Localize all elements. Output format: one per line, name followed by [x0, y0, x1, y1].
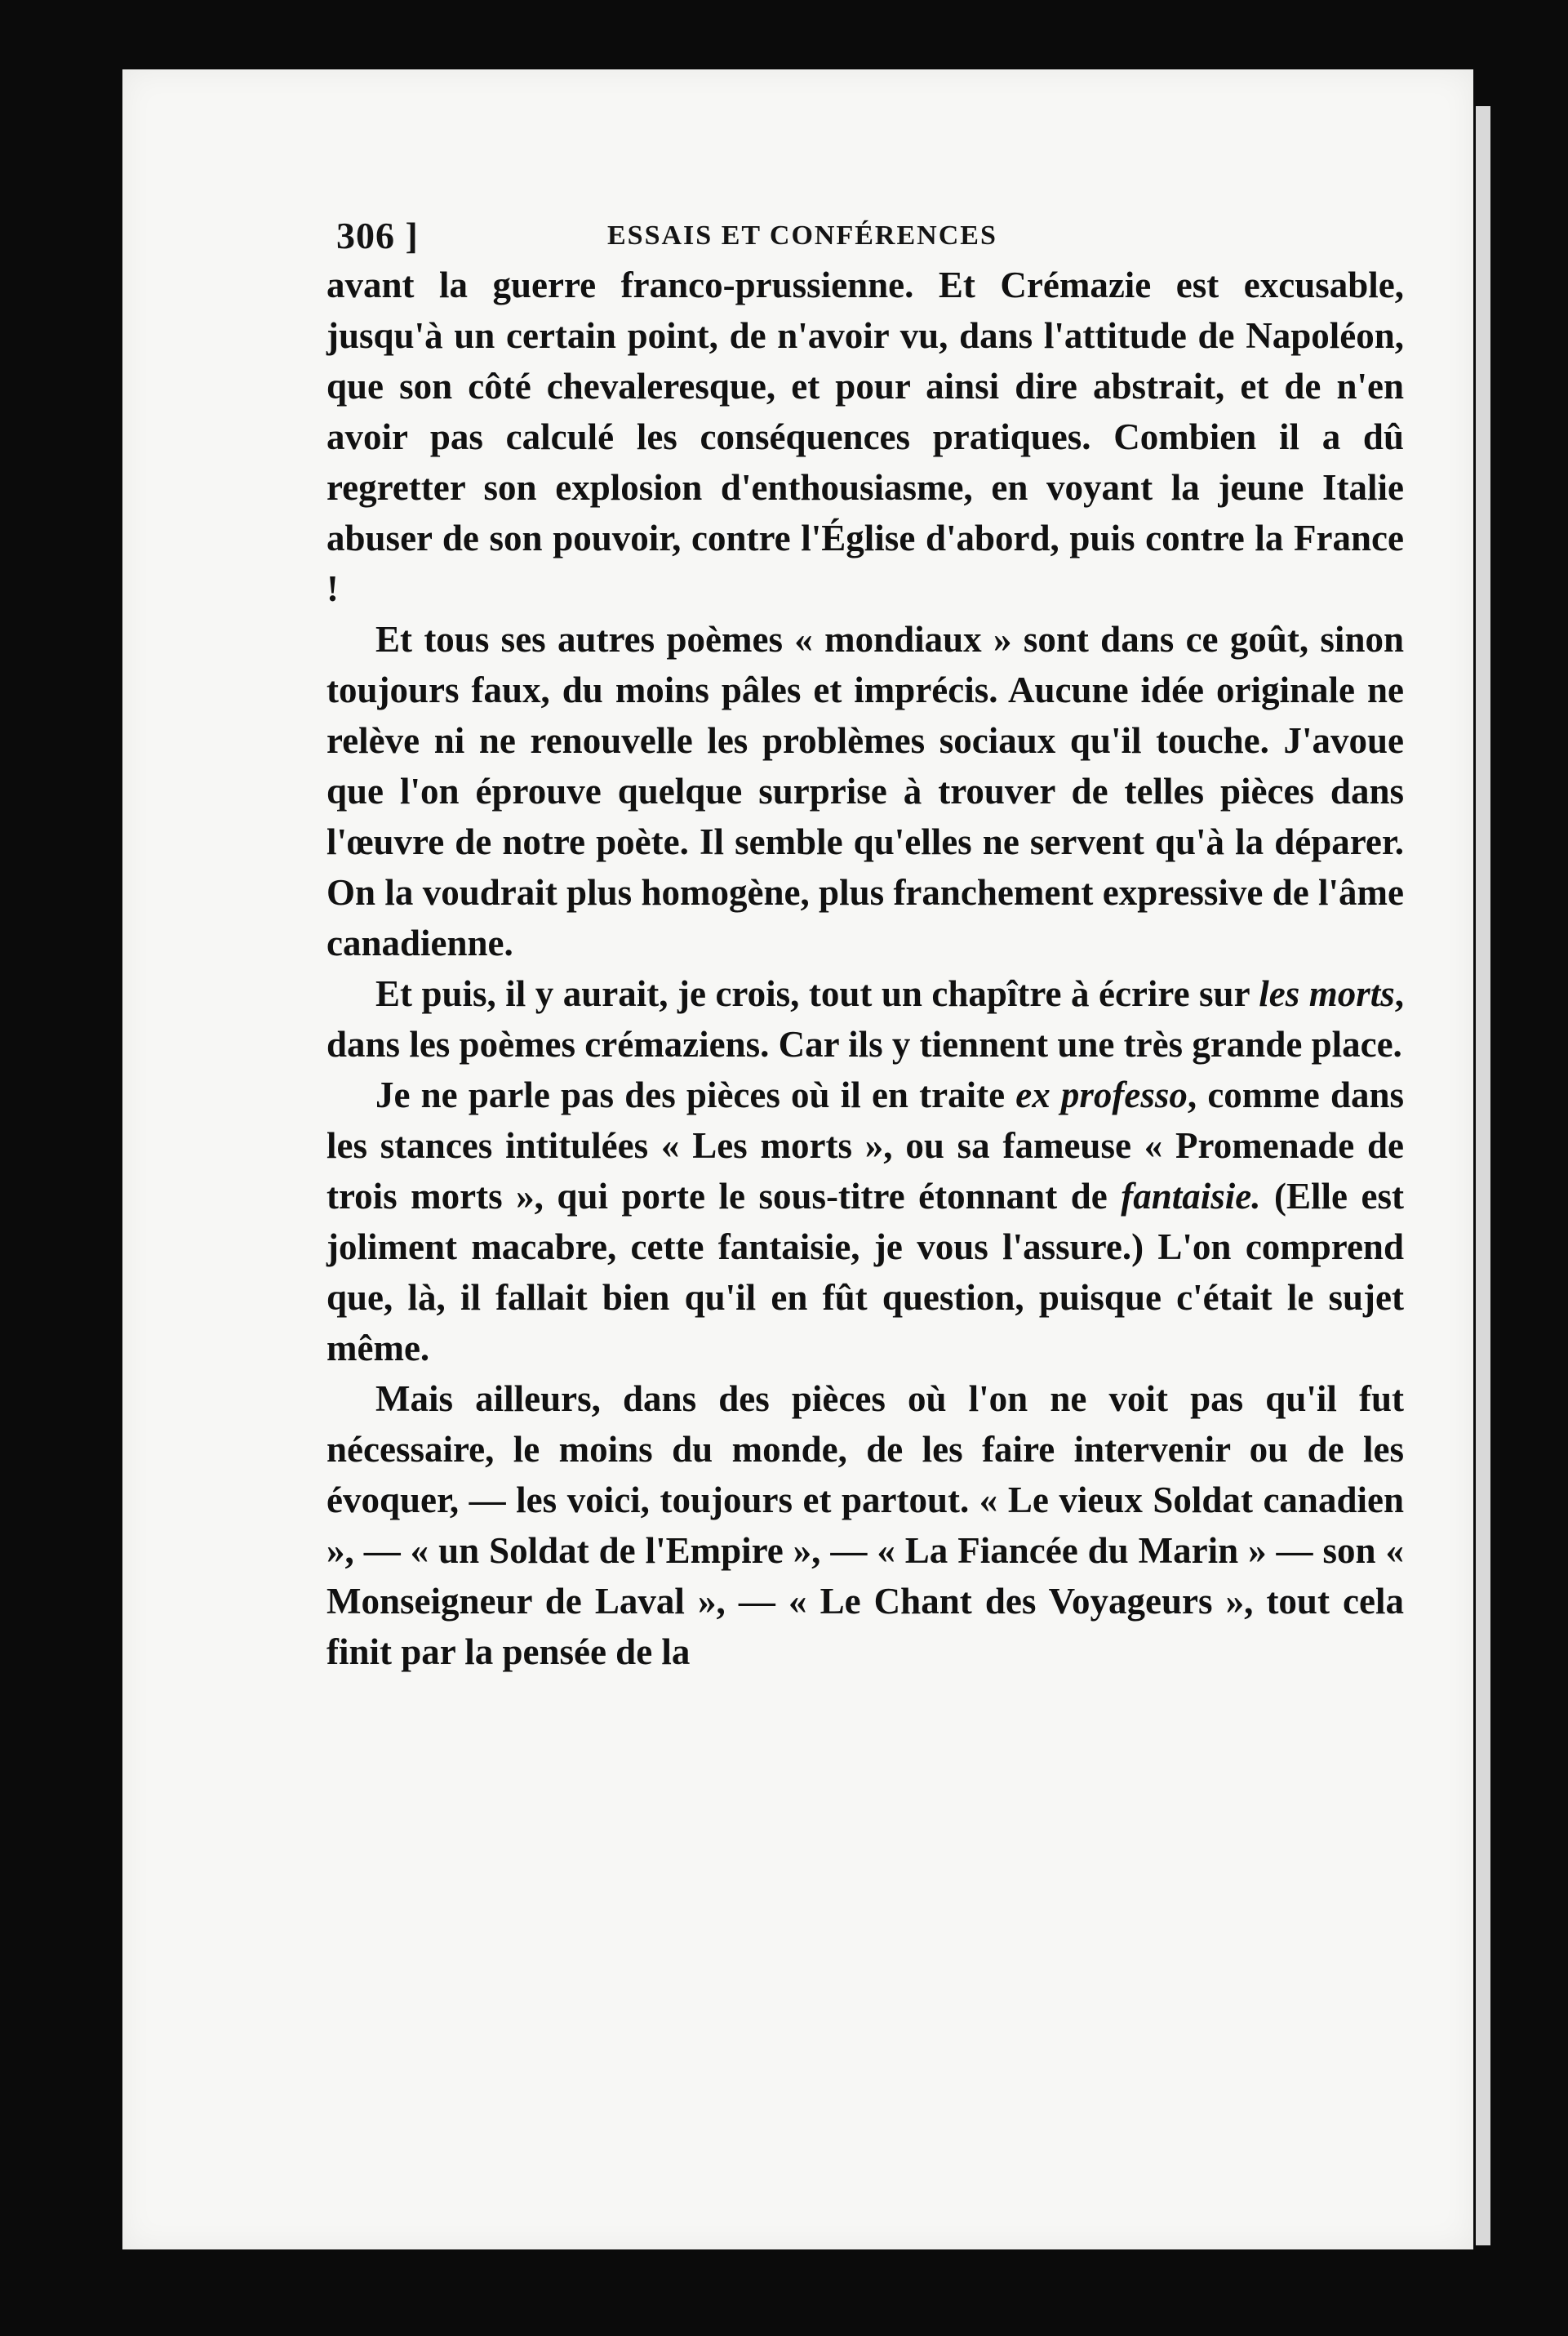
paragraph-3 — [326, 968, 1404, 1070]
paragraph-4-text-before: Je ne parle pas des pièces où il en traite — [375, 1075, 1016, 1115]
paragraph-1 — [326, 260, 1404, 614]
paragraph-5-text: Mais ailleurs, dans des pièces où l'on ne voit pas qu'il fut nécessaire, le moins du monde, de les faire intervenir ou de les évoquer, — les voici, toujours et partout. « Le vieux Soldat canadien », — « un Soldat de l'Empire », — « La Fiancée du Marin » — son « Monseigneur de Laval », — « Le Chant des Voyageurs », tout cela finit par la pensée de la — [326, 1378, 1404, 1672]
paragraph-5 — [326, 1373, 1404, 1677]
paragraph-4-italic-2: fantaisie. — [1121, 1176, 1261, 1217]
paragraph-2 — [326, 614, 1404, 968]
body-text — [326, 260, 1404, 1677]
paragraph-2-text: Et tous ses autres poèmes « mondiaux » sont dans ce goût, sinon toujours faux, du moins pâles et imprécis. Aucune idée originale ne relève ni ne renouvelle les problèmes sociaux qu'il touche. J'avoue que l'on éprouve quelque surprise à trouver de telles pièces dans l'œuvre de notre poète. Il semble qu'elles ne servent qu'à la déparer. On la voudrait plus homogène, plus franchement expressive de l'âme canadienne. — [326, 619, 1404, 963]
running-title: ESSAIS ET CONFÉRENCES — [607, 220, 997, 251]
paragraph-3-italic: les morts — [1259, 973, 1395, 1014]
paragraph-4-italic-1: ex professo — [1015, 1075, 1188, 1115]
paragraph-3-text-after: , dans les poèmes crémaziens. Car ils y tiennent une très grande place. — [326, 973, 1404, 1065]
paragraph-4 — [326, 1070, 1404, 1373]
paragraph-3-text-before: Et puis, il y aurait, je crois, tout un chapître à écrire sur — [375, 973, 1259, 1014]
paragraph-1-text: avant la guerre franco-prussienne. Et Crémazie est excusable, jusqu'à un certain point, de n'avoir vu, dans l'attitude de Napoléon, que son côté chevaleresque, et pour ainsi dire abstrait, et de n'en avoir pas calculé les conséquences pratiques. Combien il a dû regretter son explosion d'enthousiasme, en voyant la jeune Italie abuser de son pouvoir, contre l'Église d'abord, puis contre la France ! — [326, 265, 1404, 609]
page-number: 306 ] — [336, 215, 419, 256]
paragraph-4-text-middle: , comme dans les stances intitulées « Les morts », ou sa fameuse « Promenade de trois morts », qui porte le sous-titre étonnant de — [326, 1075, 1405, 1217]
paragraph-4-text-after: (Elle est joliment macabre, cette fantaisie, je vous l'assure.) L'on comprend que, là, il fallait bien qu'il en fût question, puisque c'était le sujet même. — [326, 1176, 1404, 1368]
adjacent-page-edge — [1476, 106, 1490, 2245]
